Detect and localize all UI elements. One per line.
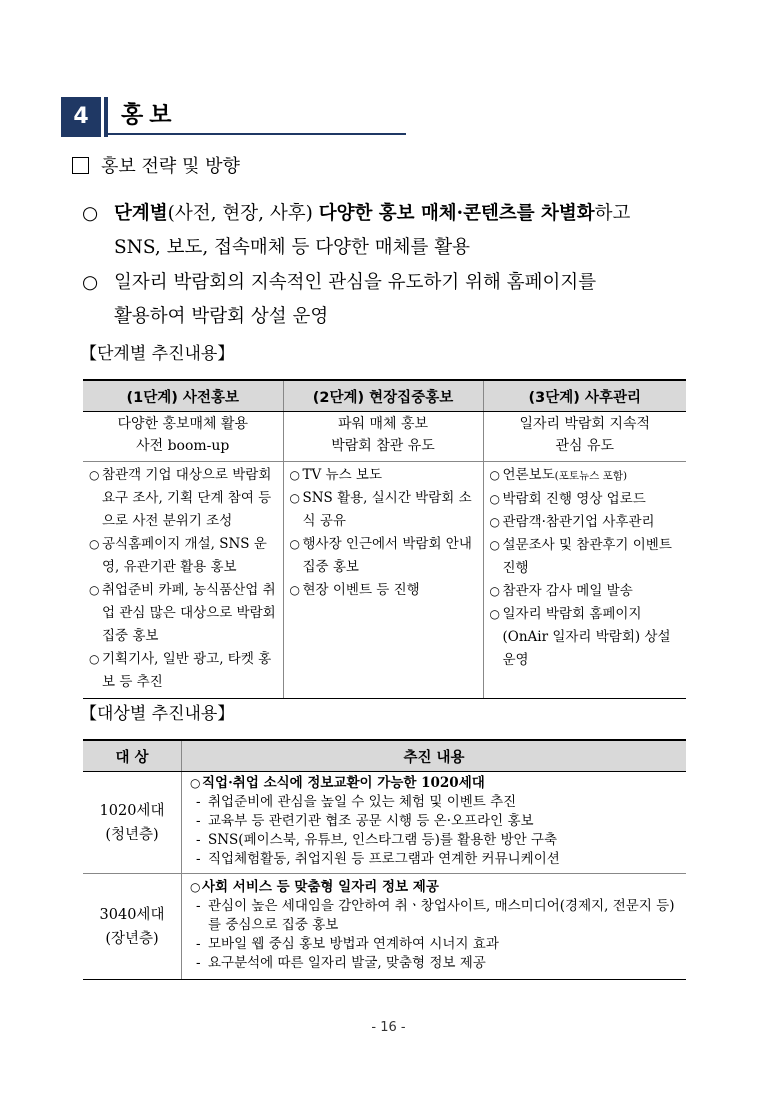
stage-header-1: (1단계) 사전홍보	[83, 380, 283, 412]
strategy-bullet-1	[82, 197, 702, 265]
page-number: - 16 -	[371, 1020, 406, 1035]
list-item: ○ 관람객·참관기업 사후관리	[489, 514, 655, 530]
stage-header-3: (3단계) 사후관리	[483, 380, 686, 412]
target-table	[83, 739, 686, 980]
circle-bullet-icon: ○	[82, 272, 99, 293]
list-item: ○ 취업준비 카페, 농식품산업 취업 관심 많은 대상으로 박람회 집중 홍보	[89, 582, 276, 644]
subsection-heading	[72, 152, 240, 182]
list-item: ○ 설문조사 및 참관후기 이벤트 진행	[489, 537, 672, 576]
stage-table	[83, 379, 686, 699]
list-item: ○ 참관객 기업 대상으로 박람회 요구 조사, 기획 단계 참여 등으로 사전 분위기 조성	[89, 467, 272, 529]
bullet-1-tail: 하고	[594, 203, 631, 224]
list-item: ○ SNS 활용, 실시간 박람회 소식 공유	[289, 490, 472, 529]
list-item: - SNS(페이스북, 유튜브, 인스타그램 등)를 활용한 방안 구축	[196, 832, 558, 848]
list-item: - 교육부 등 관련기관 협조 공문 시행 등 온·오프라인 홍보	[196, 813, 534, 829]
list-item: ○ 일자리 박람회 홈페이지 (OnAir 일자리 박람회) 상설 운영	[489, 606, 671, 668]
square-bullet-icon	[72, 157, 89, 174]
section-header	[61, 97, 406, 137]
stage-1-content	[83, 462, 283, 699]
list-item: - 관심이 높은 세대임을 감안하여 취ㆍ창업사이트, 매스미디어(경제지, 전문지 등)를 중심으로 집중 홍보	[196, 898, 675, 933]
section-underline	[108, 133, 406, 135]
list-item: ○ 공식홈페이지 개설, SNS 운영, 유관기관 활용 홍보	[89, 536, 267, 575]
stage-header-2: (2단계) 현장집중홍보	[283, 380, 483, 412]
section-divider-bar	[104, 97, 108, 137]
stage-purpose-1: 다양한 홍보매체 활용 사전 boom-up	[83, 412, 283, 462]
list-item: ○ 행사장 인근에서 박람회 안내 집중 홍보	[289, 536, 472, 575]
table-row	[83, 874, 686, 980]
row-headline: ○ 사회 서비스 등 맞춤형 일자리 정보 제공	[190, 879, 439, 895]
target-table-label: 【대상별 추진내용】	[80, 704, 235, 724]
list-item: ○ 기획기사, 일반 광고, 타켓 홍보 등 추진	[89, 651, 272, 690]
list-item: ○ 박람회 진행 영상 업로드	[489, 491, 646, 507]
table-row	[83, 772, 686, 874]
row-headline: ○ 직업·취업 소식에 정보교환이 가능한 1020세대	[190, 775, 485, 791]
bullet-2-line-2: 활용하여 박람회 상설 운영	[114, 306, 329, 327]
bullet-2-line-1: 일자리 박람회의 지속적인 관심을 유도하기 위해 홈페이지를	[114, 272, 597, 293]
list-item: - 직업체험활동, 취업지원 등 프로그램과 연계한 커뮤니케이션	[196, 851, 560, 867]
list-item: ○ 언론보도(포토뉴스 포함)	[489, 467, 628, 483]
target-header-1: 대 상	[83, 740, 182, 772]
stage-2-content	[283, 462, 483, 699]
strategy-bullet-2	[82, 266, 702, 334]
bullet-1-bold-a: 단계별	[114, 203, 168, 224]
target-content	[182, 772, 687, 874]
list-item: - 취업준비에 관심을 높일 수 있는 체험 및 이벤트 추진	[196, 794, 517, 810]
list-item: ○ 참관자 감사 메일 발송	[489, 583, 633, 599]
target-header-2: 추진 내용	[182, 740, 687, 772]
stage-purpose-3: 일자리 박람회 지속적 관심 유도	[483, 412, 686, 462]
stage-3-content	[483, 462, 686, 699]
bullet-1-bold-b: 다양한 홍보 매체·콘텐츠를 차별화	[318, 203, 595, 224]
bullet-1-line-2: SNS, 보도, 접속매체 등 다양한 매체를 활용	[114, 237, 470, 258]
bullet-1-normal: (사전, 현장, 사후)	[167, 203, 319, 224]
target-cell: 3040세대 (장년층)	[83, 874, 182, 980]
section-number: 4	[61, 97, 101, 137]
stage-purpose-2: 파워 매체 홍보 박람회 참관 유도	[283, 412, 483, 462]
list-item: - 모바일 웹 중심 홍보 방법과 연계하여 시너지 효과	[196, 936, 499, 952]
stage-table-label: 【단계별 추진내용】	[80, 344, 235, 364]
section-title: 홍보	[121, 102, 178, 128]
subsection-heading-text: 홍보 전략 및 방향	[101, 156, 240, 177]
target-content	[182, 874, 687, 980]
circle-bullet-icon: ○	[82, 203, 99, 224]
target-cell: 1020세대 (청년층)	[83, 772, 182, 874]
list-item: - 요구분석에 따른 일자리 발굴, 맞춤형 정보 제공	[196, 955, 486, 971]
list-item: ○ TV 뉴스 보도	[289, 467, 383, 483]
list-item: ○ 현장 이벤트 등 진행	[289, 582, 420, 598]
